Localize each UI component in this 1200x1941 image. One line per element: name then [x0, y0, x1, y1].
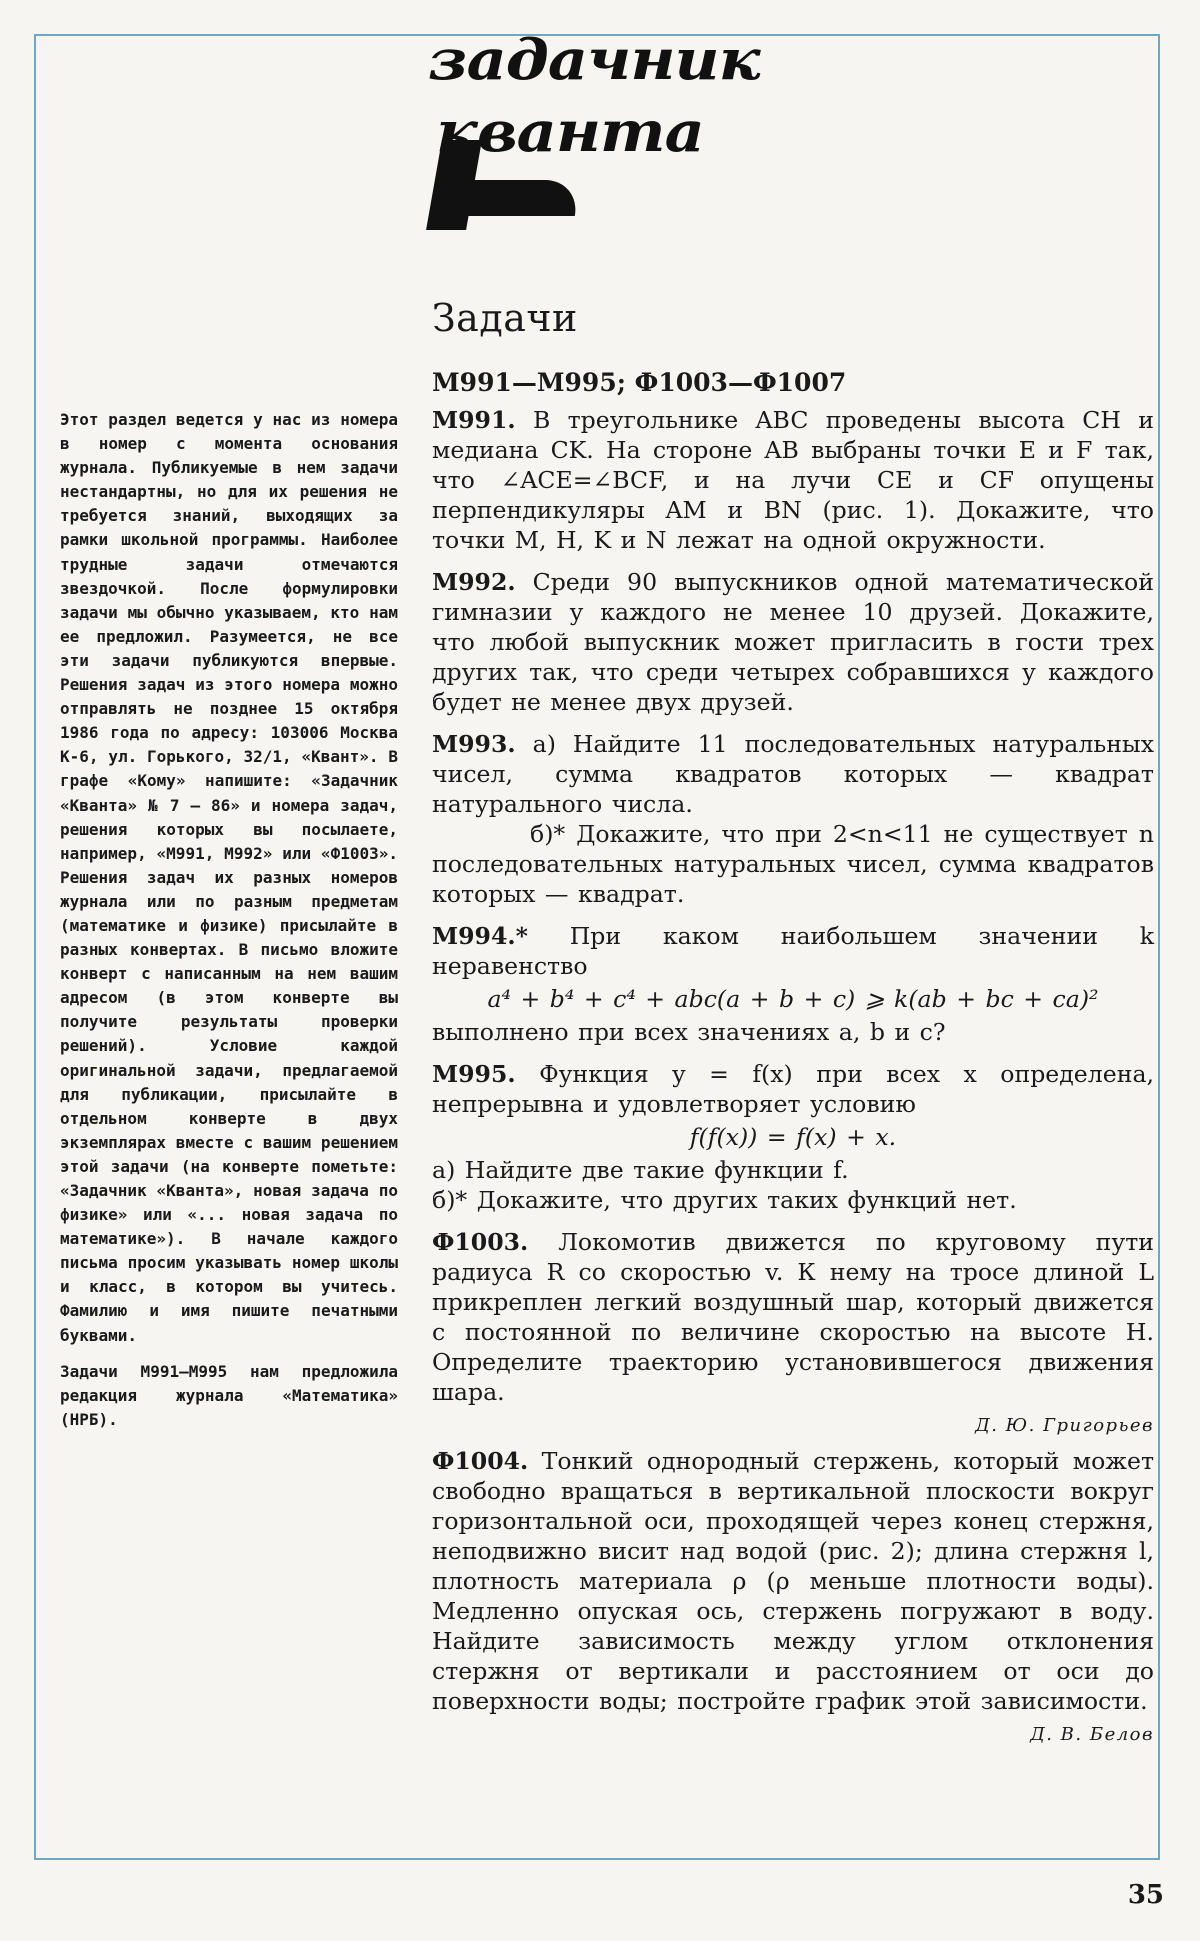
problem-code: М991.	[432, 406, 516, 434]
problem-text: Функция y = f(x) при всех x определена, непрерывна и удовлетворяет условию	[432, 1060, 1155, 1118]
logo-bar-mark	[435, 180, 581, 216]
problem-author: Д. В. Белов	[1030, 1724, 1154, 1745]
problem-text: Тонкий однородный стержень, который может свободно вращаться в вертикальной плоскости вокруг горизонтальной оси, проходящей через конец стержня, неподвижно висит над водой (рис. 2); длина стержня l, плотность материала ρ (ρ меньше плотности воды). Медленно опуская ось, стержень погружают в воду. Найдите зависимость между углом отклонения стержня от вертикали и расстоянием от оси до поверхности воды; постройте график этой зависимости.	[432, 1447, 1155, 1715]
problem-m991	[432, 405, 1154, 555]
problems-column	[432, 296, 1154, 1755]
problem-tail: выполнено при всех значениях a, b и c?	[432, 1018, 946, 1046]
problem-code: Ф1004.	[432, 1447, 529, 1475]
sidebar-info	[60, 408, 398, 1432]
logo-line-2: кванта	[436, 98, 704, 165]
page-number: 35	[1127, 1880, 1164, 1910]
sidebar-intro: Этот раздел ведется у нас из номера в номер с момента основания журнала. Публикуемые в нем задачи нестандартны, но для их решения не требуется знаний, выходящих за рамки школьной программы. Наиболее трудные задачи отмечаются звездочкой. После формулировки задачи мы обычно указываем, кто нам ее предложил. Разумеется, не все эти задачи публикуются впервые. Решения задач из этого номера можно отправлять не позднее 15 октября 1986 года по адресу: 103006 Москва К-6, ул. Горького, 32/1, «Квант». В графе «Кому» напишите: «Задачник «Кванта» № 7 — 86» и номера задач, решения которых вы посылаете, например, «М991, М992» или «Ф1003». Решения задач их разных номеров журнала или по разным предметам (математике и физике) присылайте в разных конвертах. В письмо вложите конверт с написанным на нем вашим адресом (в этом конверте вы получите результаты проверки решений). Условие каждой оригинальной задачи, предлагаемой для публикации, присылайте в отдельном конверте в двух экземплярах вместе с вашим решением этой задачи (на конверте пометьте: «Задачник «Кванта», новая задача по физике» или «... новая задача по математике»). В начале каждого письма просим указывать номер школы и класс, в котором вы учитесь. Фамилию и имя пишите печатными буквами.	[60, 410, 398, 1345]
problem-m994	[432, 921, 1154, 1047]
problem-text: Среди 90 выпускников одной математической гимназии у каждого не менее 10 друзей. Докажите, что любой выпускник может пригласить в гости трех других так, что среди четырех собравшихся у каждого будет не менее двух друзей.	[432, 568, 1154, 716]
sidebar-credit: Задачи М991—М995 нам предложила редакция журнала «Математика» (НРБ).	[60, 1361, 398, 1429]
problem-code: М993.	[432, 730, 516, 758]
problem-author: Д. Ю. Григорьев	[975, 1415, 1154, 1436]
problem-range: М991—М995; Ф1003—Ф1007	[432, 368, 847, 397]
problem-m992	[432, 567, 1154, 717]
problem-text: При каком наибольшем значении k неравенство	[432, 922, 1154, 980]
problem-code: М994.*	[432, 922, 528, 950]
problem-m993	[432, 729, 1154, 909]
problem-part-b: б)* Докажите, что при 2<n<11 не существует n последовательных натуральных чисел, сумма квадратов которых — квадрат.	[432, 820, 1154, 908]
problem-formula: a⁴ + b⁴ + c⁴ + abc(a + b + c) ⩾ k(ab + bc + ca)²	[487, 985, 1099, 1013]
problem-part-b: б)* Докажите, что других таких функций нет.	[432, 1186, 1017, 1214]
problem-part-a: а) Найдите две такие функции f.	[432, 1156, 849, 1184]
logo-line-1: задачник	[428, 26, 760, 93]
problem-part-a: а) Найдите 11 последовательных натуральных чисел, сумма квадратов которых — квадрат натурального числа.	[432, 730, 1155, 818]
problem-text: В треугольнике ABC проведены высота CH и медиана CK. На стороне AB выбраны точки E и F так, что ∠ACE=∠BCF, и на лучи CE и CF опущены перпендикуляры AM и BN (рис. 1). Докажите, что точки M, H, K и N лежат на одной окружности.	[432, 406, 1154, 554]
problem-text: Локомотив движется по круговому пути радиуса R со скоростью v. К нему на тросе длиной L прикреплен легкий воздушный шар, который движется с постоянной по величине скоростью на высоте H. Определите траекторию установившегося движения шара.	[432, 1228, 1154, 1406]
kvant-logo	[428, 26, 760, 212]
problem-m995	[432, 1059, 1154, 1215]
problem-f1003	[432, 1227, 1154, 1407]
problem-code: М995.	[432, 1060, 516, 1088]
problem-code: М992.	[432, 568, 516, 596]
problem-formula: f(f(x)) = f(x) + x.	[689, 1123, 897, 1151]
section-title: Задачи	[432, 296, 578, 340]
problem-code: Ф1003.	[432, 1228, 529, 1256]
problem-f1004	[432, 1446, 1154, 1716]
